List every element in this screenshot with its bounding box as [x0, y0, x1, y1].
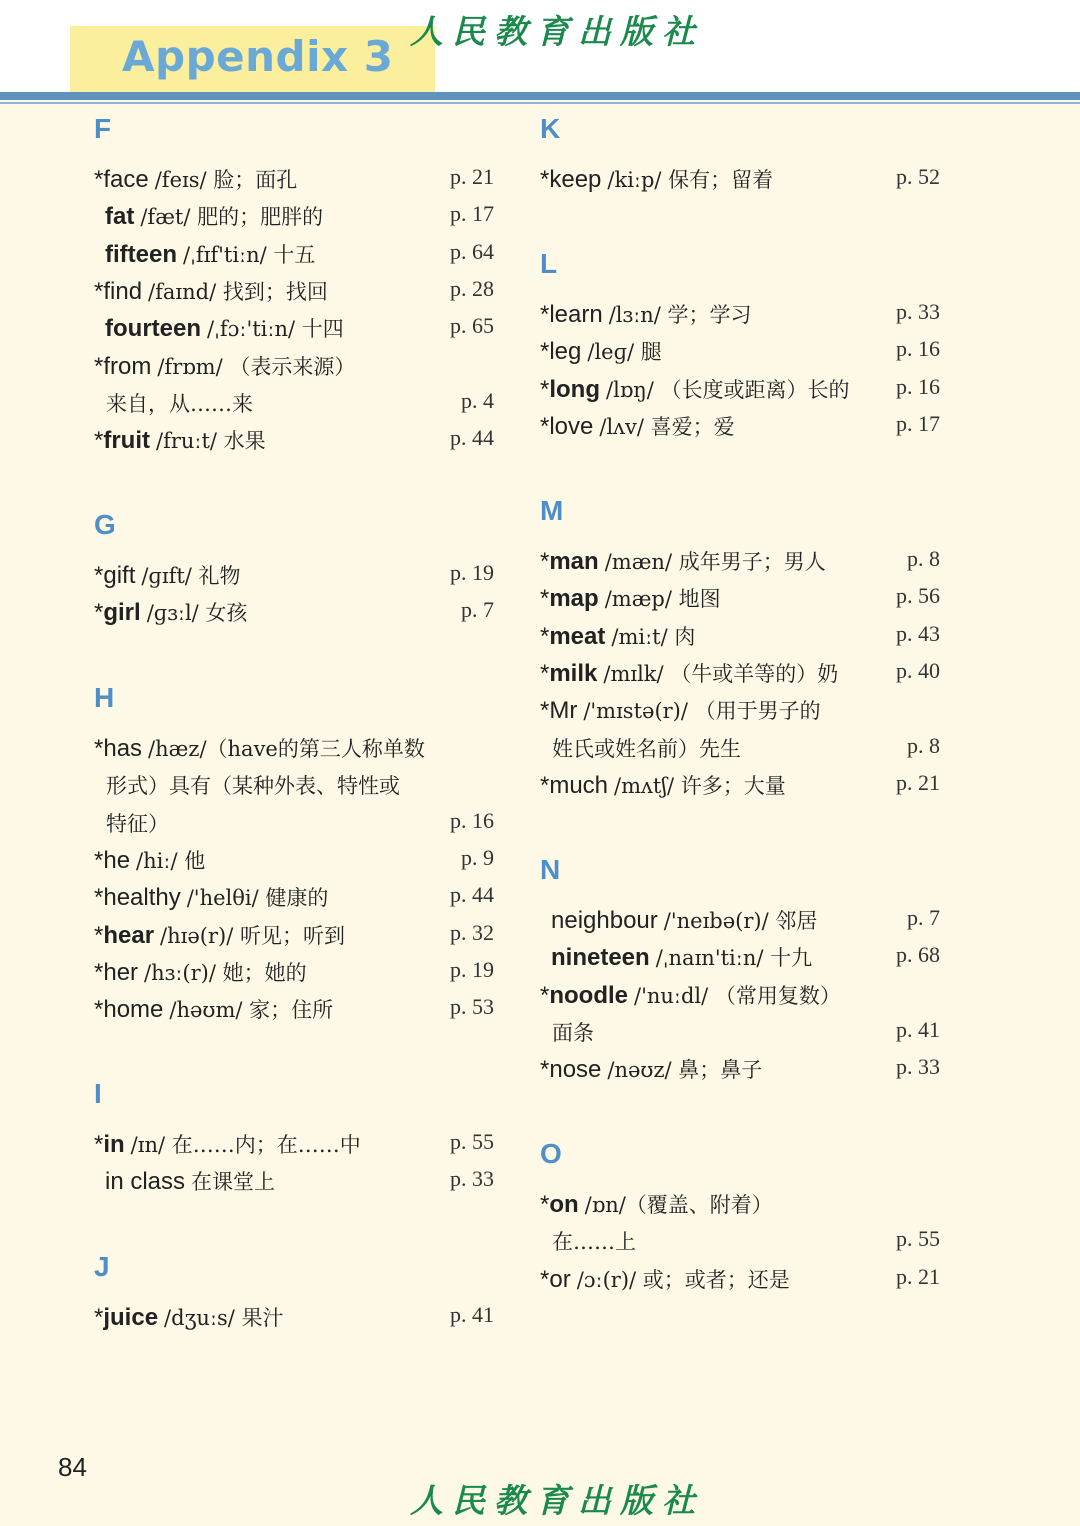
entry-definition: /hɜː(r)/ 她；她的	[144, 960, 307, 985]
entry-page: p. 17	[896, 410, 940, 436]
section-letter: I	[94, 1078, 102, 1109]
entry-word: healthy	[103, 884, 181, 912]
entry-word: from	[103, 352, 152, 380]
entry-definition-cont: 形式）具有（某种外表、特性或	[106, 774, 400, 799]
entry-word: map	[549, 585, 599, 613]
entry-word: in	[103, 1131, 125, 1158]
entry-page: p. 44	[450, 425, 494, 451]
entry-page: p. 33	[896, 1054, 940, 1080]
entry-word: or	[549, 1265, 571, 1293]
entry-page: p. 4	[461, 387, 494, 413]
entry-line	[540, 980, 940, 1017]
publisher-logo-top: 人民教育出版社	[410, 12, 704, 51]
entry-word: fourteen	[105, 315, 201, 343]
entry-line	[94, 957, 494, 994]
entry-definition: /həʊm/ 家；住所	[169, 998, 334, 1023]
entry-line	[94, 733, 494, 770]
entry-definition: /ˌfɔː'tiːn/ 十四	[207, 317, 344, 342]
entry-definition-cont: 姓氏或姓名前）先生	[552, 736, 741, 761]
entry-word: home	[103, 996, 164, 1024]
entry-word: meat	[549, 622, 606, 650]
entry-page: p. 65	[450, 313, 494, 339]
entry-continuation	[540, 1017, 940, 1054]
entry-star: *	[94, 562, 104, 589]
entry-star: *	[540, 585, 550, 613]
entry-page: p. 55	[450, 1129, 494, 1154]
entry-word: love	[549, 412, 594, 440]
section-letter: F	[94, 113, 112, 144]
entry-definition-cont: 面条	[552, 1020, 594, 1045]
entry-star: *	[540, 375, 550, 403]
entry-page: p. 8	[907, 546, 940, 571]
entry-definition: /faɪnd/ 找到；找回	[148, 279, 328, 304]
entry-star: *	[540, 1265, 550, 1293]
entry-definition: /ɡɪft/ 礼物	[141, 564, 241, 588]
entry-definition-cont: 在……上	[552, 1230, 636, 1255]
entry-word: neighbour	[551, 907, 658, 934]
entry-definition: /fruːt/ 水果	[156, 429, 266, 454]
entry-word: leg	[549, 338, 582, 366]
entry-definition: /ˌnaɪn'tiːn/ 十九	[655, 946, 813, 971]
entry-page: p. 9	[461, 844, 494, 870]
entry-word: face	[103, 166, 149, 193]
entry-star: *	[540, 981, 550, 1009]
entry-word: long	[549, 375, 600, 403]
entry-definition: /ɡɜːl/ 女孩	[146, 601, 248, 626]
section-letter: G	[94, 509, 116, 540]
entry-star: *	[540, 338, 550, 366]
entry-line	[94, 425, 494, 462]
entry-line	[540, 583, 940, 620]
entry-definition: /ɪn/ 在……内；在……中	[130, 1133, 361, 1157]
entry-star: *	[94, 1131, 104, 1158]
entry-star: *	[540, 548, 550, 575]
entry-word: nineteen	[551, 944, 650, 972]
entry-page: p. 21	[450, 164, 494, 189]
entry-word: hear	[103, 921, 155, 949]
entry-line	[540, 1054, 940, 1091]
section-letter: L	[540, 248, 558, 279]
entry-line	[94, 560, 494, 597]
entry-continuation	[94, 388, 494, 425]
entry-line	[94, 882, 494, 919]
entry-word: noodle	[549, 981, 628, 1009]
entry-line	[94, 164, 494, 201]
entry-definition: /hiː/ 他	[136, 848, 206, 873]
entry-word: girl	[103, 599, 141, 627]
entry-line	[540, 1264, 940, 1301]
entry-line	[94, 1302, 494, 1339]
entry-page: p. 8	[907, 732, 940, 758]
entry-star: *	[540, 1056, 550, 1084]
entry-definition: /mʌtʃ/ 许多；大量	[614, 773, 786, 798]
entry-star: *	[540, 301, 550, 328]
entry-line	[540, 374, 940, 411]
entry-star: *	[94, 352, 104, 380]
entry-word: has	[103, 735, 143, 762]
entry-page: p. 17	[450, 201, 494, 227]
entry-star: *	[540, 412, 550, 440]
entry-page: p. 68	[896, 942, 940, 968]
entry-definition: /lɒŋ/ （长度或距离）长的	[606, 377, 850, 402]
entry-star: *	[94, 921, 104, 949]
entry-line	[540, 942, 940, 979]
entry-page: p. 21	[896, 1263, 940, 1289]
entry-page: p. 53	[450, 994, 494, 1020]
entry-word: keep	[549, 166, 602, 193]
entry-star: *	[540, 1191, 550, 1218]
entry-page: p. 41	[450, 1302, 494, 1327]
entry-continuation	[540, 1226, 940, 1263]
entry-definition: /nəʊz/ 鼻；鼻子	[607, 1058, 763, 1083]
entry-definition: /'helθi/ 健康的	[186, 886, 329, 911]
entry-word: he	[103, 846, 131, 874]
entry-word: much	[549, 771, 609, 799]
entry-page: p. 16	[450, 807, 494, 833]
entry-definition: 在课堂上	[191, 1170, 276, 1195]
entry-word: learn	[549, 301, 603, 328]
entry-definition: /hɪə(r)/ 听见；听到	[160, 923, 345, 948]
entry-definition: /frɒm/ （表示来源）	[157, 354, 356, 379]
entry-word: fat	[105, 203, 135, 231]
entry-line	[94, 1129, 494, 1166]
entry-star: *	[94, 166, 104, 193]
entry-word: milk	[549, 659, 598, 687]
entry-definition: /mæp/ 地图	[604, 587, 721, 612]
section-letter: O	[540, 1138, 562, 1169]
entry-page: p. 52	[896, 164, 940, 189]
entry-line	[540, 658, 940, 695]
entry-line	[540, 770, 940, 807]
entry-star: *	[540, 771, 550, 799]
entry-page: p. 7	[907, 905, 940, 930]
entry-definition: /mɪlk/ （牛或羊等的）奶	[603, 661, 839, 686]
entry-definition: /dʒuːs/ 果汁	[164, 1306, 284, 1330]
entry-star: *	[540, 697, 550, 725]
entry-page: p. 32	[450, 919, 494, 945]
entry-line	[94, 239, 494, 276]
entry-definition: /fæt/ 肥的；肥胖的	[140, 205, 324, 230]
entry-definition: /lʌv/ 喜爱；爱	[599, 414, 735, 439]
entry-continuation	[94, 808, 494, 845]
page-number: 84	[58, 1452, 87, 1482]
entry-definition: /ˌfɪf'tiːn/ 十五	[183, 242, 316, 267]
entry-definition-cont: 来自，从……来	[106, 391, 253, 416]
entry-page: p. 41	[896, 1016, 940, 1042]
entry-page: p. 33	[896, 299, 940, 324]
entry-continuation	[540, 733, 940, 770]
entry-page: p. 19	[450, 956, 494, 982]
entry-continuation	[94, 770, 494, 807]
entry-line	[94, 1166, 494, 1203]
header-thin-rule	[0, 102, 1080, 104]
entry-page: p. 16	[896, 373, 940, 399]
header-box	[70, 26, 435, 92]
entry-line	[94, 597, 494, 634]
entry-star: *	[94, 1304, 104, 1331]
entry-line	[540, 164, 940, 201]
entry-line	[94, 201, 494, 238]
entry-definition: /ɒn/（覆盖、附着）	[584, 1193, 773, 1217]
entry-definition: /feɪs/ 脸；面孔	[154, 168, 298, 192]
entry-word: her	[103, 958, 139, 986]
section-letter: K	[540, 113, 561, 144]
section-letter: N	[540, 854, 561, 885]
header-rule	[0, 92, 1080, 100]
entry-definition: /leɡ/ 腿	[587, 340, 662, 365]
entry-definition: /lɜːn/ 学；学习	[608, 303, 752, 327]
entry-star: *	[94, 277, 104, 305]
entry-word: nose	[549, 1056, 602, 1084]
entry-definition: /'nuːdl/ （常用复数）	[634, 983, 841, 1008]
entry-definition: /ɔː(r)/ 或；或者；还是	[576, 1267, 790, 1292]
entry-line	[540, 621, 940, 658]
entry-star: *	[94, 846, 104, 874]
section-letter: J	[94, 1251, 110, 1282]
entry-page: p. 43	[896, 620, 940, 646]
entry-word: fruit	[103, 427, 150, 455]
publisher-logo-bottom: 人民教育出版社	[410, 1481, 704, 1520]
entry-line	[540, 336, 940, 373]
section-letter: M	[540, 495, 564, 526]
entry-word: find	[103, 277, 143, 305]
entry-word: gift	[103, 562, 136, 589]
entry-line	[94, 276, 494, 313]
entry-page: p. 56	[896, 583, 940, 609]
entry-definition: /mæn/ 成年男子；男人	[604, 550, 826, 574]
entry-line	[94, 845, 494, 882]
entry-word: Mr	[549, 697, 578, 725]
entry-line	[94, 313, 494, 350]
entry-line	[94, 920, 494, 957]
entry-page: p. 64	[450, 238, 494, 264]
entry-star: *	[94, 958, 104, 986]
entry-definition: /'neɪbə(r)/ 邻居	[663, 909, 818, 933]
entry-page: p. 55	[896, 1226, 940, 1252]
entry-star: *	[540, 622, 550, 650]
entry-definition: /miːt/ 肉	[611, 624, 696, 649]
entry-star: *	[94, 884, 104, 912]
entry-line	[540, 299, 940, 336]
entry-star: *	[540, 659, 550, 687]
entry-definition: /kiːp/ 保有；留着	[607, 168, 774, 192]
entry-star: *	[540, 166, 550, 193]
entry-line	[540, 1189, 940, 1226]
entry-definition: /'mɪstə(r)/ （用于男子的	[583, 699, 821, 724]
entry-line	[540, 695, 940, 732]
entry-line	[94, 351, 494, 388]
entry-definition-cont: 特征）	[106, 811, 169, 836]
entry-page: p. 21	[896, 769, 940, 795]
entry-word: juice	[103, 1304, 159, 1331]
entry-page: p. 44	[450, 882, 494, 908]
page-title: Appendix 3	[122, 32, 394, 81]
entry-page: p. 7	[461, 597, 494, 623]
entry-word: man	[549, 548, 599, 575]
entry-star: *	[94, 735, 104, 762]
entry-page: p. 28	[450, 275, 494, 301]
entry-page: p. 40	[896, 657, 940, 683]
entry-word: on	[549, 1191, 579, 1218]
entry-star: *	[94, 599, 104, 627]
entry-star: *	[94, 427, 104, 455]
entry-line	[540, 411, 940, 448]
entry-word: fifteen	[105, 240, 177, 268]
section-letter: H	[94, 682, 115, 713]
entry-page: p. 33	[450, 1166, 494, 1192]
entry-page: p. 16	[896, 336, 940, 362]
entry-line	[94, 994, 494, 1031]
entry-star: *	[94, 996, 104, 1024]
entry-word: in class	[105, 1168, 186, 1196]
entry-line	[540, 546, 940, 583]
entry-page: p. 19	[450, 560, 494, 585]
entry-definition: /hæz/（have的第三人称单数	[148, 737, 425, 761]
entry-line	[540, 905, 940, 942]
